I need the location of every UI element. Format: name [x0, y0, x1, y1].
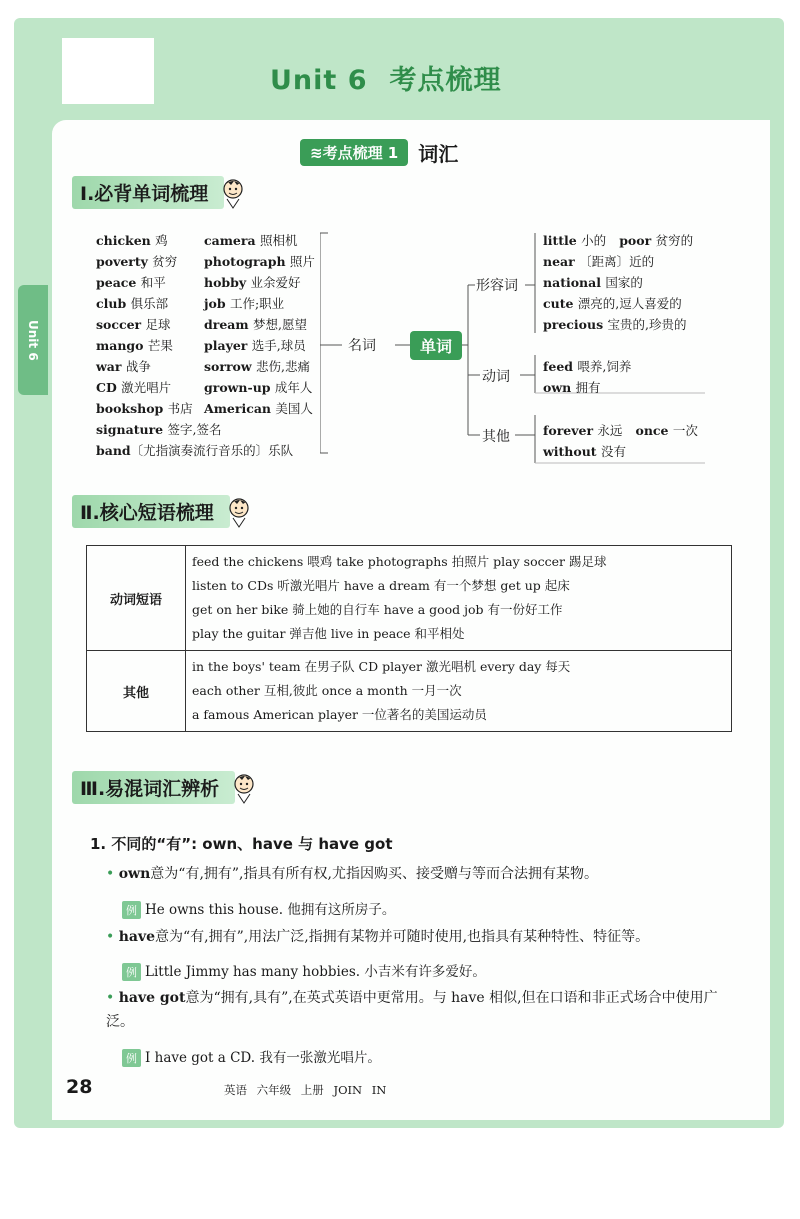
example-own: 例 He owns this house. 他拥有这所房子。 — [122, 898, 395, 919]
node-word-root: 单词 — [410, 331, 462, 360]
phrase-line: listen to CDs 听激光唱片 have a dream 有一个梦想 get up 起床 — [192, 578, 570, 593]
vocab-item: club 俱乐部 — [96, 296, 169, 311]
section-heading — [300, 138, 458, 167]
example-have: 例 Little Jimmy has many hobbies. 小吉米有许多爱好。 — [122, 960, 486, 981]
vocab-item: poverty 贫穷 — [96, 254, 178, 269]
analysis-item-own: • own意为“有,拥有”,指具有所有权,尤指因购买、接受赠与等而合法拥有某物。 — [106, 866, 598, 882]
vocab-item: soccer 足球 — [96, 317, 171, 332]
vocab-item: own 拥有 — [543, 380, 601, 395]
unit-subtitle: 考点梳理 — [389, 65, 502, 96]
part3-title: Ⅲ.易混词汇辨析 — [72, 771, 235, 804]
vocab-item: cute 漂亮的,逗人喜爱的 — [543, 296, 682, 311]
vocab-column-2 — [204, 230, 315, 419]
vocab-item: job 工作;职业 — [204, 296, 285, 311]
example-tag: 例 — [122, 963, 141, 981]
vocab-item: grown-up 成年人 — [204, 380, 313, 395]
vocab-item: mango 芒果 — [96, 338, 173, 353]
phrase-line: a famous American player 一位著名的美国运动员 — [192, 707, 487, 722]
vocab-item: forever 永远 once 一次 — [543, 423, 698, 438]
row-header: 其他 — [87, 651, 186, 732]
row-content — [186, 651, 732, 732]
unit-title — [270, 58, 502, 97]
row-header: 动词短语 — [87, 546, 186, 651]
footer-text: 英语 六年级 上册 JOIN IN — [224, 1083, 387, 1097]
example-have-got: 例 I have got a CD. 我有一张激光唱片。 — [122, 1046, 381, 1067]
table-row — [87, 546, 732, 651]
analysis-heading: 1. 不同的“有”: own、have 与 have got — [90, 835, 393, 853]
phrase-table — [86, 545, 732, 732]
vocab-item: little 小的 poor 贫穷的 — [543, 233, 694, 248]
part2-title: Ⅱ.核心短语梳理 — [72, 495, 230, 528]
table-row — [87, 651, 732, 732]
vocab-item: camera 照相机 — [204, 233, 298, 248]
vocab-item: hobby 业余爱好 — [204, 275, 301, 290]
node-adjective: 形容词 — [476, 278, 518, 294]
vocab-item: band〔尤指演奏流行音乐的〕乐队 — [96, 443, 294, 458]
part1-title: Ⅰ.必背单词梳理 — [72, 176, 224, 209]
vocab-item: sorrow 悲伤,悲痛 — [204, 359, 310, 374]
part1-heading — [72, 176, 248, 209]
vocab-item: war 战争 — [96, 359, 151, 374]
vocab-item: near 〔距离〕近的 — [543, 254, 655, 269]
node-verb: 动词 — [482, 369, 510, 385]
phrase-line: in the boys' team 在男子队 CD player 激光唱机 every day 每天 — [192, 659, 571, 674]
vocab-item: American 美国人 — [204, 401, 313, 416]
phrase-line: each other 互相,彼此 once a month 一月一次 — [192, 683, 462, 698]
vocab-item: chicken 鸡 — [96, 233, 168, 248]
cartoon-boy-icon — [224, 496, 254, 528]
vocab-item: photograph 照片 — [204, 254, 315, 269]
vocab-item: signature 签字,签名 — [96, 422, 222, 437]
analysis-item-have: • have意为“有,拥有”,用法广泛,指拥有某物并可随时使用,也指具有某种特性、特征等。 — [106, 929, 650, 945]
example-tag: 例 — [122, 901, 141, 919]
vocab-item: player 选手,球员 — [204, 338, 306, 353]
side-unit-tab: Unit 6 — [18, 285, 48, 395]
vocab-item: precious 宝贵的,珍贵的 — [543, 317, 687, 332]
verb-list — [543, 356, 631, 398]
node-other: 其他 — [482, 429, 510, 445]
vocab-item: feed 喂养,饲养 — [543, 359, 632, 374]
unit-number: Unit 6 — [270, 65, 368, 96]
phrase-line: get on her bike 骑上她的自行车 have a good job 有一份好工作 — [192, 602, 563, 617]
vocab-item: dream 梦想,愿望 — [204, 317, 307, 332]
vocab-item: national 国家的 — [543, 275, 643, 290]
other-word-list — [543, 420, 698, 462]
vocab-item: CD 激光唱片 — [96, 380, 172, 395]
part2-heading — [72, 495, 254, 528]
cartoon-boy-icon — [218, 177, 248, 209]
example-tag: 例 — [122, 1049, 141, 1067]
page-number: 28 — [66, 1076, 93, 1098]
phrase-line: play the guitar 弹吉他 live in peace 和平相处 — [192, 626, 465, 641]
cartoon-boy-icon — [229, 772, 259, 804]
part3-heading — [72, 771, 259, 804]
phrase-line: feed the chickens 喂鸡 take photographs 拍照片 play soccer 踢足球 — [192, 554, 607, 569]
blank-label-area — [62, 38, 154, 104]
section-title: 词汇 — [418, 142, 459, 166]
row-content — [186, 546, 732, 651]
vocab-item: peace 和平 — [96, 275, 166, 290]
adjective-list — [543, 230, 693, 335]
node-noun: 名词 — [348, 338, 376, 354]
section-badge: ≋考点梳理 1 — [300, 139, 408, 166]
analysis-item-have-got: • have got意为“拥有,具有”,在英式英语中更常用。与 have 相似,但在口语和非正式场合中使用广泛。 — [106, 990, 718, 1030]
vocab-item: without 没有 — [543, 444, 626, 459]
vocab-item: bookshop 书店 — [96, 401, 193, 416]
